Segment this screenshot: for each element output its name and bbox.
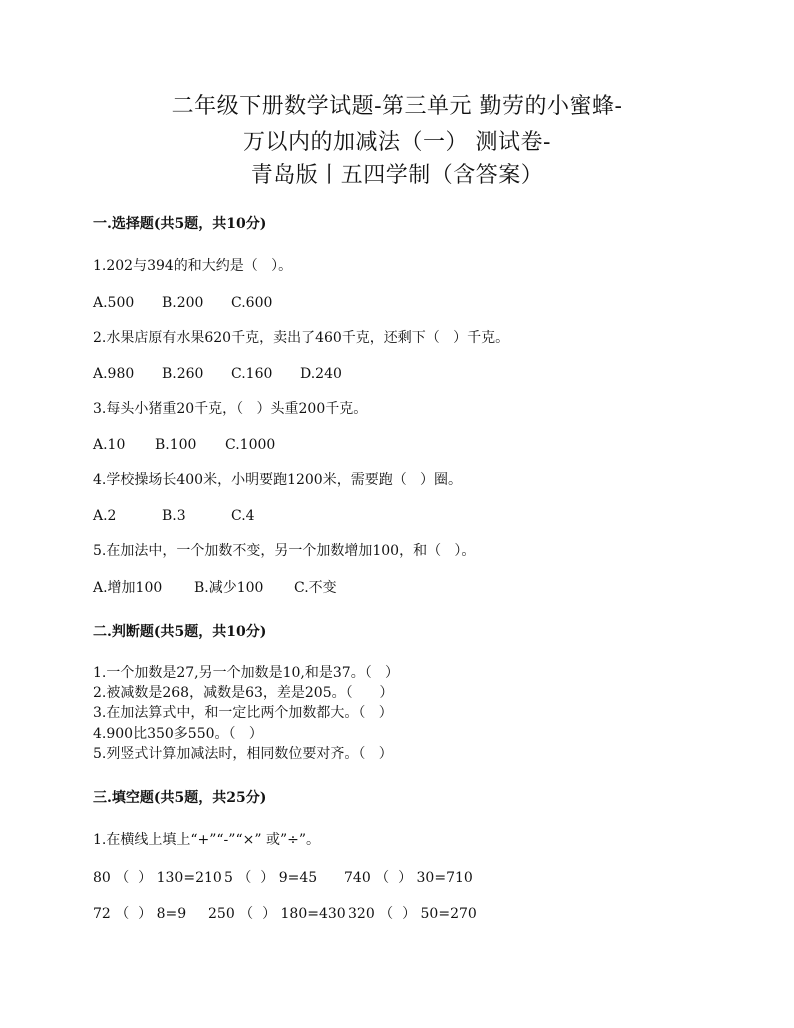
section-2-heading: 二.判断题(共5题，共10分) bbox=[93, 624, 267, 640]
question-1-5: 5.在加法中，一个加数不变，另一个加数增加100，和（ ）。 bbox=[93, 543, 476, 559]
judge-item-3: 3.在加法算式中，和一定比两个加数都大。（ ） bbox=[93, 705, 393, 721]
q4-option-b: B.3 bbox=[162, 508, 186, 524]
q2-option-a: A.980 bbox=[93, 366, 135, 382]
q1-option-a: A.500 bbox=[93, 295, 135, 311]
q5-option-c: C.不变 bbox=[294, 580, 337, 596]
fill-question-1: 1.在横线上填上“+”“-”“×” 或”÷”。 bbox=[93, 832, 320, 848]
judge-item-4: 4.900比350多550。（ ） bbox=[93, 726, 263, 742]
q4-option-c: C.4 bbox=[231, 508, 255, 524]
q3-option-b: B.100 bbox=[155, 437, 197, 453]
section-1-heading: 一.选择题(共5题，共10分) bbox=[93, 216, 267, 232]
judge-item-1: 1.一个加数是27,另一个加数是10,和是37。（ ） bbox=[93, 665, 400, 681]
fill-equation-3: 740 （ ） 30=710 bbox=[344, 870, 473, 886]
q4-option-a: A.2 bbox=[93, 508, 117, 524]
title-line-2: 万以内的加减法（一） 测试卷- bbox=[243, 130, 551, 155]
q2-option-b: B.260 bbox=[162, 366, 204, 382]
q2-option-d: D.240 bbox=[300, 366, 342, 382]
title-line-1: 二年级下册数学试题-第三单元 勤劳的小蜜蜂- bbox=[171, 94, 623, 119]
q5-option-b: B.减少100 bbox=[194, 580, 264, 596]
section-3-heading: 三.填空题(共5题，共25分) bbox=[93, 790, 267, 806]
q1-option-c: C.600 bbox=[231, 295, 273, 311]
fill-equation-6: 320 （ ） 50=270 bbox=[348, 906, 477, 922]
q2-option-c: C.160 bbox=[231, 366, 273, 382]
fill-equation-1: 80 （ ） 130=210 bbox=[93, 870, 222, 886]
fill-equation-4: 72 （ ） 8=9 bbox=[93, 906, 187, 922]
q3-option-a: A.10 bbox=[93, 437, 126, 453]
judge-item-2: 2.被减数是268，减数是63，差是205。（ ） bbox=[93, 685, 394, 701]
title-line-3: 青岛版丨五四学制（含答案） bbox=[250, 163, 544, 188]
q5-option-a: A.增加100 bbox=[93, 580, 163, 596]
fill-equation-5: 250 （ ） 180=430 bbox=[208, 906, 346, 922]
q3-option-c: C.1000 bbox=[225, 437, 276, 453]
question-1-2: 2.水果店原有水果620千克，卖出了460千克，还剩下（ ）千克。 bbox=[93, 330, 510, 346]
question-1-4: 4.学校操场长400米，小明要跑1200米，需要跑（ ）圈。 bbox=[93, 472, 463, 488]
question-1-1: 1.202与394的和大约是（ ）。 bbox=[93, 258, 293, 274]
fill-equation-2: 5 （ ） 9=45 bbox=[224, 870, 318, 886]
judge-item-5: 5.列竖式计算加减法时，相同数位要对齐。（ ） bbox=[93, 746, 393, 762]
question-1-3: 3.每头小猪重20千克，（ ）头重200千克。 bbox=[93, 401, 368, 417]
q1-option-b: B.200 bbox=[162, 295, 204, 311]
